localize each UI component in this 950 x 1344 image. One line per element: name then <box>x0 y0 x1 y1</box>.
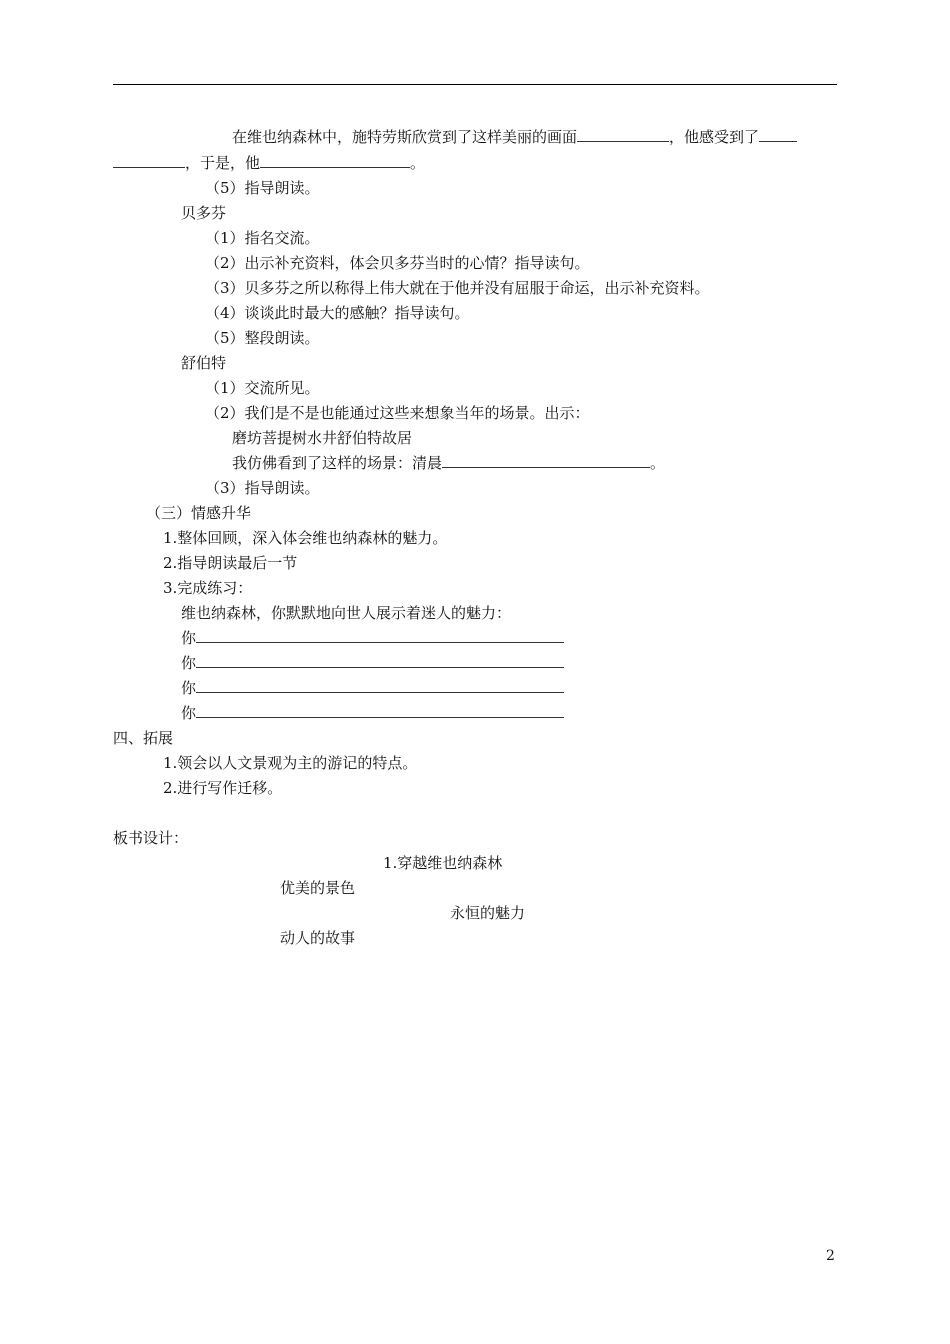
beethoven-heading: 贝多芬 <box>181 204 227 222</box>
step-item: （2）我们是不是也能通过这些来想象当年的场景。出示： <box>205 404 590 422</box>
step-item: 2.指导朗读最后一节 <box>163 554 298 572</box>
fill-blank[interactable] <box>196 628 564 643</box>
step-item: 1.整体回顾，深入体会维也纳森林的魅力。 <box>163 529 448 547</box>
scene-text: ，于是，他 <box>185 154 261 172</box>
you-label: 你 <box>181 704 197 722</box>
section-4-heading: 四、拓展 <box>113 729 174 747</box>
board-heading: 板书设计： <box>113 829 189 847</box>
step-item: 1.领会以人文景观为主的游记的特点。 <box>163 754 418 772</box>
step-item: 3.完成练习： <box>163 579 253 597</box>
header-rule <box>113 84 837 85</box>
page-number: 2 <box>826 1248 835 1264</box>
fill-blank[interactable] <box>260 153 410 168</box>
fill-blank[interactable] <box>113 153 185 168</box>
fill-blank[interactable] <box>196 678 564 693</box>
board-right: 永恒的魅力 <box>450 904 526 922</box>
fill-blank[interactable] <box>442 453 650 468</box>
imagine-text: 我仿佛看到了这样的场景：清晨 <box>232 454 443 472</box>
section-3-heading: （三）情感升华 <box>146 504 252 522</box>
exercise-prompt: 维也纳森林，你默默地向世人展示着迷人的魅力： <box>181 604 512 622</box>
step-item: （3）指导朗读。 <box>205 479 320 497</box>
board-left-2: 动人的故事 <box>280 929 356 947</box>
step-item: （5）整段朗读。 <box>205 329 320 347</box>
exercise-line <box>181 703 564 723</box>
fill-blank[interactable] <box>196 703 564 718</box>
fill-blank[interactable] <box>759 127 797 142</box>
imagine-line <box>232 453 665 473</box>
exercise-line <box>181 628 564 648</box>
you-label: 你 <box>181 654 197 672</box>
you-label: 你 <box>181 679 197 697</box>
scene-line-2 <box>113 153 425 173</box>
imagine-text: 。 <box>650 454 666 472</box>
schubert-heading: 舒伯特 <box>181 354 227 372</box>
you-label: 你 <box>181 629 197 647</box>
scene-text: ，他感受到了 <box>669 128 760 146</box>
step-item: （3）贝多芬之所以称得上伟大就在于他并没有屈服于命运，出示补充资料。 <box>205 279 710 297</box>
step-item: （5）指导朗读。 <box>205 179 320 197</box>
step-item: （2）出示补充资料，体会贝多芬当时的心情？指导读句。 <box>205 254 590 272</box>
fill-blank[interactable] <box>196 653 564 668</box>
fill-blank[interactable] <box>577 127 669 142</box>
scene-text: 在维也纳森林中，施特劳斯欣赏到了这样美丽的画面 <box>232 128 578 146</box>
places-line: 磨坊菩提树水井舒伯特故居 <box>232 429 413 447</box>
step-item: （1）交流所见。 <box>205 379 320 397</box>
exercise-line <box>181 678 564 698</box>
scene-text: 。 <box>410 154 426 172</box>
board-title: 1.穿越维也纳森林 <box>383 854 503 872</box>
step-item: 2.进行写作迁移。 <box>163 779 283 797</box>
step-item: （4）谈谈此时最大的感触？指导读句。 <box>205 304 470 322</box>
step-item: （1）指名交流。 <box>205 229 320 247</box>
board-left-1: 优美的景色 <box>280 879 356 897</box>
scene-line-1 <box>232 127 797 147</box>
exercise-line <box>181 653 564 673</box>
